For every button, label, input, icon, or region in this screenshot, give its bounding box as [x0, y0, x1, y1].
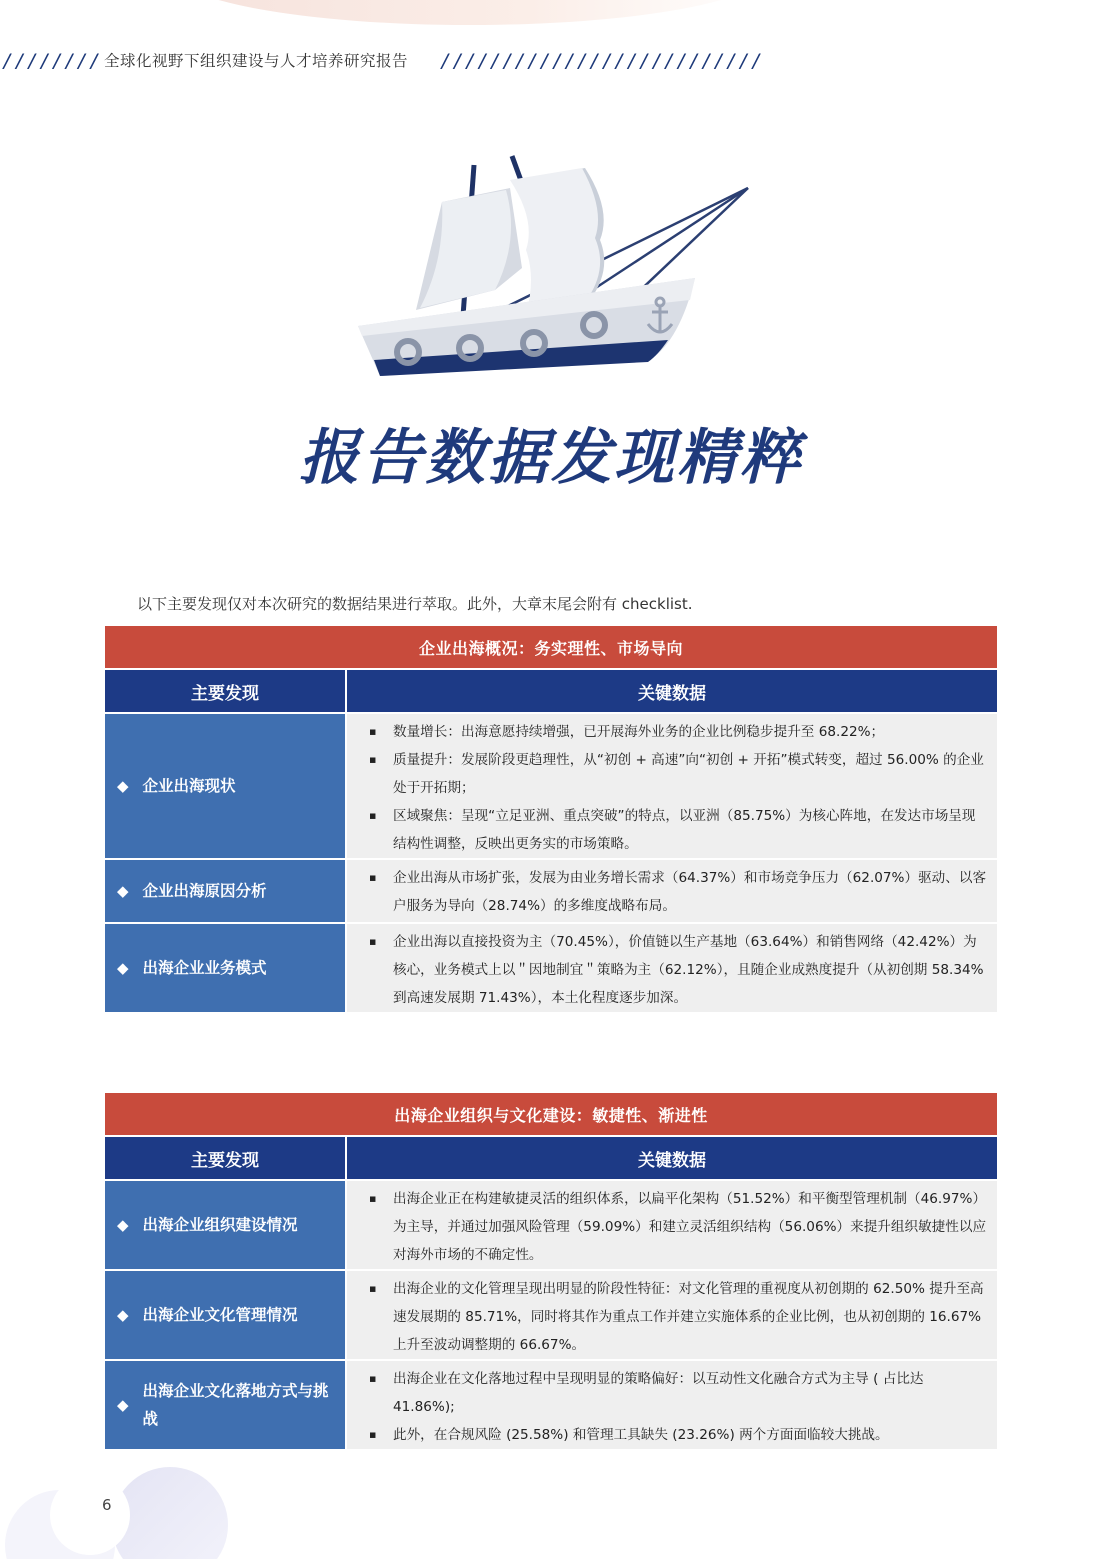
key-data-cell	[347, 1361, 997, 1449]
key-data-cell	[347, 860, 997, 922]
page-number: 6	[102, 1496, 112, 1514]
data-point: ▪ 出海企业的文化管理呈现出明显的阶段性特征：对文化管理的重视度从初创期的 62.50% 提升至高速发展期的 85.71%，同时将其作为重点工作并建立实施体系的企业比例，也从初创期的 16.67% 上升至波动调整期的 66.67%。	[369, 1275, 987, 1359]
finding-cell	[105, 1271, 345, 1359]
data-point: ▪ 企业出海以直接投资为主（70.45%），价值链以生产基地（63.64%）和销售网络（42.42%）为核心，业务模式上以＂因地制宜＂策略为主（62.12%），且随企业成熟度提升（从初创期 58.34% 到高速发展期 71.43%），本土化程度逐步加深。	[369, 928, 987, 1012]
data-point: ▪ 质量提升：发展阶段更趋理性，从“初创 + 高速”向“初创 + 开拓”模式转变，超过 56.00% 的企业处于开拓期；	[369, 746, 987, 802]
diamond-bullet-icon: ◆	[117, 777, 129, 795]
diamond-bullet-icon: ◆	[117, 1396, 129, 1414]
data-point: ▪ 区域聚焦：呈现“立足亚洲、重点突破”的特点，以亚洲（85.75%）为核心阵地，在发达市场呈现结构性调整，反映出更务实的市场策略。	[369, 802, 987, 858]
finding-cell	[105, 1361, 345, 1449]
table-row	[105, 860, 997, 922]
diamond-bullet-icon: ◆	[117, 1306, 129, 1324]
key-data-cell	[347, 924, 997, 1012]
ship-illustration	[350, 150, 760, 382]
finding-label: 出海企业组织建设情况	[142, 1216, 298, 1234]
data-point: ▪ 出海企业在文化落地过程中呈现明显的策略偏好：以互动性文化融合方式为主导 ( 占比达 41.86%);	[369, 1365, 987, 1421]
diamond-bullet-icon: ◆	[117, 959, 129, 977]
key-data-cell	[347, 1271, 997, 1359]
table-row	[105, 924, 997, 1012]
data-point: ▪ 企业出海从市场扩张，发展为由业务增长需求（64.37%）和市场竞争压力（62.07%）驱动、以客户服务为导向（28.74%）的多维度战略布局。	[369, 864, 987, 920]
table-row	[105, 714, 997, 858]
finding-cell	[105, 1181, 345, 1269]
finding-label: 出海企业业务模式	[142, 959, 267, 977]
header-slashes-right: //////////////////////////	[440, 50, 764, 72]
column-header-key-data: 关键数据	[347, 1137, 997, 1179]
table-row	[105, 1271, 997, 1359]
page-title: 报告数据发现精粹	[299, 423, 803, 493]
data-point: ▪ 出海企业正在构建敏捷灵活的组织体系，以扁平化架构（51.52%）和平衡型管理机制（46.97%）为主导，并通过加强风险管理（59.09%）和建立灵活组织结构（56.06%）来提升组织敏捷性以应对海外市场的不确定性。	[369, 1185, 987, 1269]
finding-cell	[105, 924, 345, 1012]
table-header	[105, 670, 997, 712]
section-overseas-overview	[105, 626, 997, 1012]
key-data-cell	[347, 714, 997, 858]
column-header-findings: 主要发现	[105, 670, 345, 712]
finding-label: 企业出海原因分析	[142, 882, 267, 900]
top-decoration	[0, 0, 1102, 40]
finding-label: 出海企业文化管理情况	[142, 1306, 298, 1324]
page-header	[0, 48, 1102, 74]
section-title: 企业出海概况：务实理性、市场导向	[105, 626, 997, 668]
intro-text: 以下主要发现仅对本次研究的数据结果进行萃取。此外，大章末尾会附有 checklist.	[137, 595, 693, 613]
table-header	[105, 1137, 997, 1179]
section-organization-culture	[105, 1093, 997, 1449]
header-slashes-left: ////////	[2, 50, 102, 72]
header-title: 全球化视野下组织建设与人才培养研究报告	[104, 52, 409, 70]
table-row	[105, 1361, 997, 1449]
data-point: ▪ 此外，在合规风险 (25.58%) 和管理工具缺失 (23.26%) 两个方面面临较大挑战。	[369, 1421, 987, 1449]
finding-label: 企业出海现状	[142, 777, 236, 795]
finding-label: 出海企业文化落地方式与挑战	[142, 1382, 329, 1428]
finding-cell	[105, 714, 345, 858]
data-point: ▪ 数量增长：出海意愿持续增强，已开展海外业务的企业比例稳步提升至 68.22%；	[369, 718, 987, 746]
column-header-key-data: 关键数据	[347, 670, 997, 712]
bottom-decoration	[0, 1445, 240, 1559]
section-title: 出海企业组织与文化建设：敏捷性、渐进性	[105, 1093, 997, 1135]
key-data-cell	[347, 1181, 997, 1269]
table-row	[105, 1181, 997, 1269]
diamond-bullet-icon: ◆	[117, 882, 129, 900]
finding-cell	[105, 860, 345, 922]
diamond-bullet-icon: ◆	[117, 1216, 129, 1234]
column-header-findings: 主要发现	[105, 1137, 345, 1179]
